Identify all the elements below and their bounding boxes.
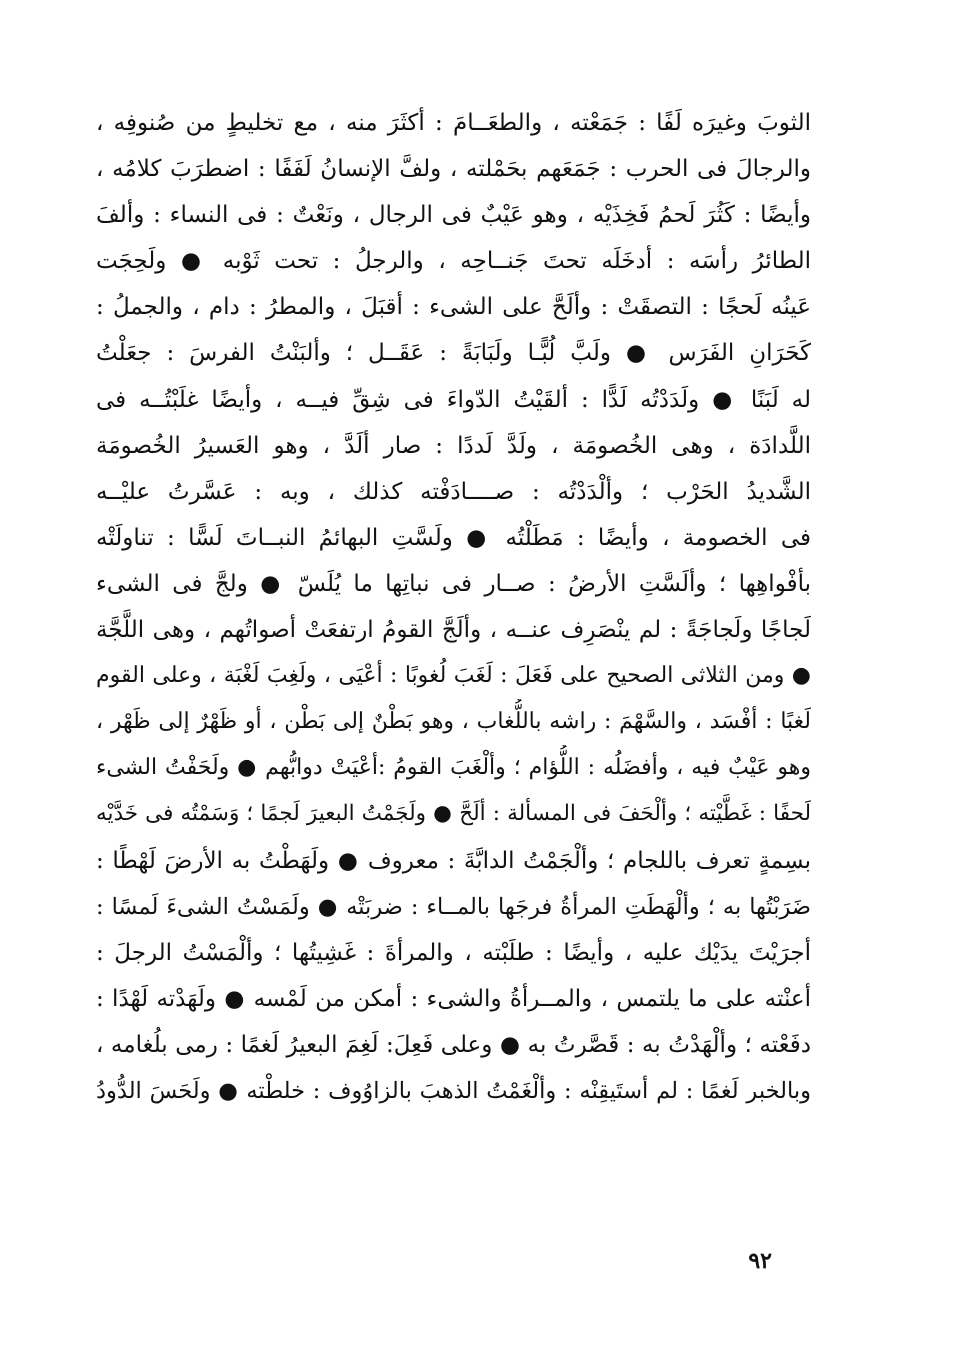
text-line: وأيضًا : كَثُرَ لَحمُ فَخِذَيْه ، وهو عَيْبٌ فى الرجال ، ونَعْتٌ : فى النساء : وألفَ xyxy=(96,202,811,229)
page-number: ٩٢ xyxy=(748,1248,772,1274)
text-line: كَحَرَانِ الفَرَس ● ولَبَّ لُبًّـا ولَبَابَةً : عَقَــل ؛ وألبَنْتُ الفرسَ : جعَلْتُ xyxy=(96,340,811,367)
text-line: اللَّدادَة ، وهى الخُصومَة ، ولَدَّ لَددًا : صار ألَدَّ ، وهو العَسيرُ الخُصومَة xyxy=(96,432,811,459)
text-line: لَغبًا : أفْسَد ، والسَّهْمَ : راشه باللُّغاب ، وهو بَطْنٌ إلى بَطْن ، أو ظَهْرٌ إلى ظَهْر ، xyxy=(96,709,811,735)
text-line: دفَعْته ؛ وألْهَدْتُ به : قَصَّرتُ به ● وعلى فَعِلَ: لَغِمَ البعيرُ لَغمًا : رمى بلُغامه ، xyxy=(96,1031,811,1058)
text-line: فى الخصومة ، وأيضًا : مَطَلْتُه ● ولَسَّتِ البهائمُ النبــاتَ لَسًّا : تناولَتْه xyxy=(96,524,811,551)
text-line: ● ومن الثلاثى الصحيح على فَعَلَ : لَغَبَ لُغوبًا : أعْيَى ، ولَغِبَ لَغْبَة ، وعلى القوم xyxy=(96,663,811,689)
text-line: له لَبَنًا ● ولَدَدْتُه لَدًّا : ألقَيْتُ الدّواءَ فى شِقِّ فيــه ، وأيضًا غلَبْتُــه فى xyxy=(96,386,811,413)
text-line: والرجالَ فى الحرب : جَمَعَهم بحَمْلته ، ولفَّ الإنسانُ لَفَفًا : اضطرَبَ كلامُه ، xyxy=(96,156,811,183)
text-line: وبالخبر لَغمًا : لم أستَيقِنْه : وألْغَمْتُ الذهبَ بالزاوُوف : خلطْته ● ولَحَسَ الدُّودُ xyxy=(96,1077,811,1104)
text-line: وهو عَيْبٌ فيه ، وأفضَلُه : اللُّؤام ؛ وألْغَبَ القومُ :أعْيَتْ دوابُّهم ● ولَحَفْتُ الشىء xyxy=(96,755,811,781)
text-line: لَحفًا : غَطَّيْته ؛ وألْحَفَ فى المسألة : ألَحَّ ● ولَجَمْتُ البعيرَ لَجمًا ؛ وَسَمْتُه فى خَدَّيْه xyxy=(96,801,811,827)
text-line: لَجاجًا ولَجاجَةً : لم ينْصَرِف عنــه ، وألَجَّ القومُ ارتفعَتْ أصواتُهم ، وهى اللَّجَّة xyxy=(96,617,811,644)
text-line: بسِمةٍ تعرف باللجام ؛ وألْجَمْتُ الدابَّةَ : معروف ● ولَهَطْتُ به الأرضَ لَهْطًا : xyxy=(96,847,811,874)
text-line: عَينُه لَحجًا : التصقَتْ : وألَحَّ على الشىء : أقبَلَ ، والمطرُ : دام ، والجملُ : xyxy=(96,294,811,321)
text-line: أجرَيْتَ يدَيْك عليه ، وأيضًا : طلَبْته ، والمرأةَ : غَشِيتُها ؛ وألْمَسْتُ الرجلَ : xyxy=(96,939,811,966)
text-line: ضَرَبْتُها به ؛ وألْهَطَتِ المرأةُ فرجَها بالمــاء : ضربَتْه ● ولَمَسْتُ الشىءَ لَمسًا : xyxy=(96,893,811,920)
body-text xyxy=(96,100,811,1114)
text-line: الثوبَ وغيرَه لَفًا : جَمَعْته ، والطعَــامَ : أكثَرَ منه ، مع تخليطٍ من صُنوفِه ، xyxy=(96,110,811,136)
text-line: الطائرُ رأسَه : أدخَلَه تحتَ جَنــاحِه ، والرجلُ : تحت ثَوْبه ● ولَحِجَت xyxy=(96,248,811,275)
text-line: بأفْواهِها ؛ وألَسَّتِ الأرضُ : صــار فى نباتِها ما يُلَسّ ● ولجَّ فى الشىء xyxy=(96,570,811,597)
text-line: أعنْته على ما يلتمس ، والمــرأةُ والشىء : أمكن من لَمْسه ● ولَهَدْته لَهْدًا : xyxy=(96,985,811,1012)
text-line: الشَّديدُ الحَرْب ؛ وألْدَدْتُه : صــــادَفْته كذلك ، وبه : عَسَّرتُ عليْــه xyxy=(96,478,811,505)
